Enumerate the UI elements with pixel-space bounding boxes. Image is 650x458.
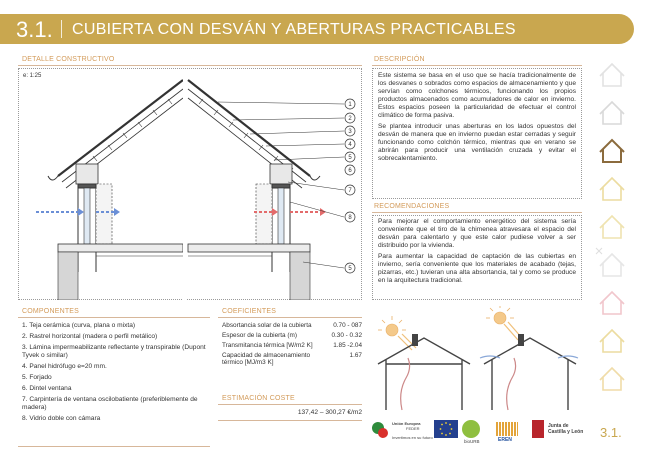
coef-row	[222, 342, 362, 349]
recomendaciones-paragraph-1: Para mejorar el comportamiento energético del sistema sería conveniente que el tiro de la chimenea atravesara el espacio del desván para calentarlo y que este calor pudiese volver a ser distribuido por la vivienda.	[378, 218, 576, 249]
callout-2: 2	[348, 116, 352, 122]
callout-7: 7	[348, 188, 352, 194]
bioURB-label: bioURB	[464, 439, 480, 444]
sun-icon	[386, 312, 506, 336]
callout-8: 8	[348, 215, 352, 221]
ue-line2: FEDER	[406, 426, 420, 431]
coef-row	[222, 322, 362, 329]
detalle-rule	[18, 65, 362, 66]
eren-label: EREN	[498, 437, 512, 443]
coste-rule	[218, 404, 362, 405]
recomendaciones-rule	[372, 212, 582, 213]
componentes-label: COMPONENTES	[22, 308, 80, 315]
page-title: CUBIERTA CON DESVÁN Y ABERTURAS PRACTICABLES	[72, 21, 516, 38]
coef-name: Absortancia solar de la cubierta	[222, 322, 312, 329]
component-item: 5. Forjado	[22, 374, 52, 381]
callout-5-lower: 5	[348, 266, 352, 272]
coeficientes-label: COEFICIENTES	[222, 308, 277, 315]
component-item: 7. Carpintería de ventana oscilobatiente (preferiblemente de madera)	[22, 396, 198, 411]
coef-row	[222, 332, 362, 339]
recomendaciones-paragraph-2: Para aumentar la capacidad de captación de las cubiertas en invierno, sería conveniente que los materiales de acabado (tejas, pizarras, etc.) tuvieran una alta absortancia, tal y como se produce en la arquitectura tradicional.	[378, 253, 576, 284]
house-icon-2	[600, 102, 624, 124]
component-item: 8. Vidrio doble con cámara	[22, 415, 101, 422]
component-item: 6. Dintel ventana	[22, 385, 72, 392]
coeficientes-rule	[218, 317, 362, 318]
componentes-rule	[18, 317, 210, 318]
house-icon-7	[600, 292, 624, 314]
coef-name: Transmitancia térmica [W/m2 K]	[222, 342, 313, 349]
componentes-list	[22, 322, 208, 426]
coef-value: 1.85 -2.04	[333, 342, 362, 349]
eren-mark-icon	[496, 422, 518, 436]
component-item: 4. Panel hidrófugo e=20 mm.	[22, 363, 107, 370]
scale-label: e: 1:25	[23, 73, 42, 79]
callout-4: 4	[348, 142, 352, 148]
bioURB-leaf-icon	[462, 420, 480, 438]
house-left	[378, 338, 470, 410]
ue-line3: Invertimos en su futuro	[392, 435, 433, 440]
sun-accent-icon	[596, 248, 602, 254]
recomendaciones-label: RECOMENDACIONES	[374, 203, 450, 210]
logo-mark-red-icon	[378, 428, 388, 438]
descripcion-paragraph-2: Se plantea introducir unas aberturas en los lados opuestos del desván de manera que en invierno puedan estar cerradas y seguir funcionando como colchón térmico, mientras que en verano se abrirán para producir una ventilación cruzada y evitar el sobrecalentamiento.	[378, 123, 576, 162]
ue-line1: Unión Europea	[392, 421, 421, 426]
eu-flag-icon	[434, 420, 458, 438]
right-section	[188, 80, 320, 300]
callout-6: 6	[348, 168, 352, 174]
coste-bottom-rule	[218, 420, 362, 421]
coef-name: Espesor de la cubierta (m)	[222, 332, 297, 339]
descripcion-rule	[372, 65, 582, 66]
construction-detail-drawing	[18, 72, 362, 300]
component-item: 2. Rastrel horizontal (madera o perfil metálico)	[22, 333, 158, 340]
descripcion-label: DESCRIPCIÓN	[374, 56, 425, 63]
side-navigation-icons	[592, 56, 632, 416]
header-divider	[61, 20, 62, 38]
component-item: 3. Lámina impermeabilizante reflectante y transpirable (Dupont Tyvek o similar)	[22, 344, 206, 359]
componentes-bottom-rule	[18, 446, 210, 447]
coef-name: Capacidad de almacenamiento térmico [MJ/m3 K]	[222, 352, 311, 366]
header-bar	[0, 14, 634, 44]
recomendaciones-text	[378, 218, 576, 288]
coeficientes-table	[222, 322, 362, 369]
ventilation-illustration	[372, 306, 584, 414]
page-number: 3.1.	[600, 425, 622, 440]
house-icon-1	[600, 64, 624, 86]
descripcion-paragraph-1: Este sistema se basa en el uso que se hacía tradicionalmente de los desvanes o sobrados como espacios de almacenamiento y que servían como colchones térmicos, funcionando los propios productos almacenados como acumuladores de calor en invierno. Estos espacios poseen la particularidad de efectuar el control climático de forma pasiva.	[378, 72, 576, 119]
house-icon-3-active	[600, 140, 624, 162]
callout-1: 1	[348, 102, 352, 108]
logos-bar	[372, 418, 584, 448]
coef-value: 0.30 - 0.32	[331, 332, 362, 339]
house-icon-9	[600, 368, 624, 390]
callout-5-upper: 5	[348, 155, 352, 161]
house-icon-4	[600, 178, 624, 200]
junta-line2: Castilla y León	[548, 429, 584, 435]
descripcion-text	[378, 72, 576, 166]
coef-value: 0.70 - 087	[333, 322, 362, 329]
component-item: 1. Teja cerámica (curva, plana o mixta)	[22, 322, 136, 329]
house-icon-6	[600, 254, 624, 276]
house-icon-8	[600, 330, 624, 352]
left-section	[48, 80, 183, 300]
coef-row	[222, 352, 362, 366]
coste-label: ESTIMACIÓN COSTE	[222, 395, 295, 402]
junta-line1: Junta de	[548, 423, 569, 429]
junta-shield-icon	[532, 420, 544, 438]
detalle-label: DETALLE CONSTRUCTIVO	[22, 56, 115, 63]
house-right	[484, 338, 576, 410]
house-icon-5	[600, 216, 624, 238]
section-number: 3.1.	[16, 17, 53, 42]
callout-3: 3	[348, 129, 352, 135]
coef-value: 1.67	[349, 352, 362, 359]
coste-value: 137,42 – 300,27 €/m2	[297, 409, 362, 416]
